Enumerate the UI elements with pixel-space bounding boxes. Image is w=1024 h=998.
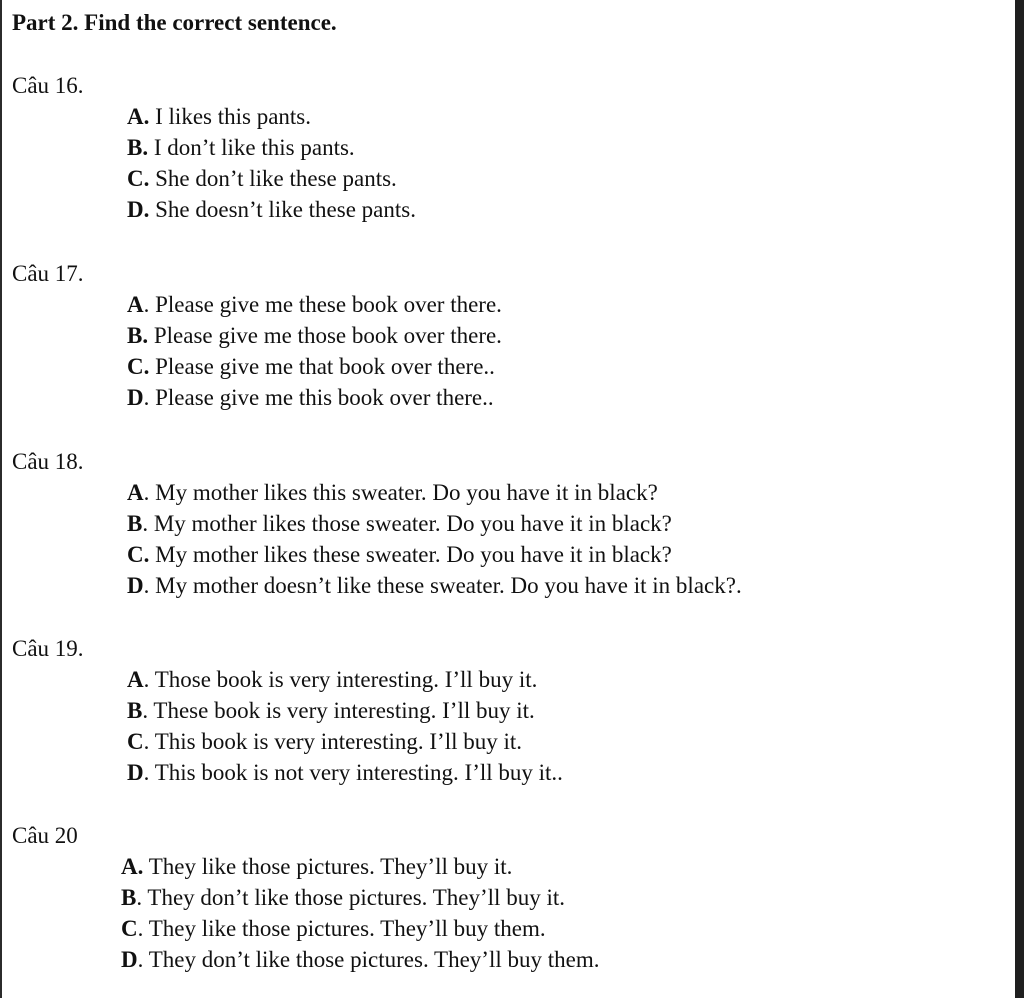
option-d [121,944,992,975]
option-b [121,882,992,913]
option-text: . This book is not very interesting. I’ll buy it.. [143,760,563,785]
options-list [127,101,992,225]
option-text: Please give me that book over there.. [149,354,495,379]
option-text: . These book is very interesting. I’ll buy it. [142,698,535,723]
option-letter: C [121,916,138,941]
question-18 [12,446,992,601]
question-label: Câu 18. [12,449,84,474]
question-19 [12,633,992,788]
option-letter: B. [127,135,149,160]
option-letter: D. [127,197,150,222]
option-text: . Those book is very interesting. I’ll buy it. [143,667,538,692]
option-letter: D [127,385,144,410]
option-c [127,351,992,382]
option-d [127,382,992,413]
option-c [127,726,992,757]
option-b [127,132,992,163]
option-a [127,664,992,695]
window-frame-edge [1015,0,1024,998]
option-letter: C. [127,166,150,191]
question-20 [12,820,992,975]
option-letter: B [127,698,143,723]
option-c [127,163,992,194]
option-letter: B [127,511,143,536]
option-text: . This book is very interesting. I’ll buy it. [143,729,523,754]
options-list [121,851,992,975]
option-text: . My mother doesn’t like these sweater. Do you have it in black?. [143,573,742,598]
option-letter: C. [127,542,150,567]
options-list [127,289,992,413]
option-text: . My mother likes those sweater. Do you have it in black? [142,511,672,536]
option-text: . They don’t like those pictures. They’ll buy them. [137,947,600,972]
option-b [127,320,992,351]
option-d [127,194,992,225]
option-letter: A [127,480,144,505]
option-b [127,695,992,726]
option-letter: A [127,667,144,692]
option-letter: D [121,947,138,972]
question-label: Câu 19. [12,636,84,661]
option-a [127,289,992,320]
question-16 [12,70,992,225]
option-d [127,757,992,788]
option-d [127,570,992,601]
question-label: Câu 16. [12,73,84,98]
document-page [2,0,1015,998]
option-text: They like those pictures. They’ll buy it. [143,854,513,879]
option-text: She don’t like these pants. [149,166,397,191]
option-text: She doesn’t like these pants. [149,197,416,222]
option-text: . Please give me this book over there.. [143,385,494,410]
option-c [121,913,992,944]
question-label: Câu 17. [12,261,84,286]
option-letter: D [127,573,144,598]
options-list [127,477,992,601]
option-text: . Please give me these book over there. [143,292,502,317]
option-letter: B. [127,323,149,348]
option-a [127,101,992,132]
option-text: . They don’t like those pictures. They’ll buy it. [136,885,565,910]
option-letter: A. [127,104,150,129]
option-text: . My mother likes this sweater. Do you have it in black? [143,480,658,505]
option-text: My mother likes these sweater. Do you have it in black? [149,542,672,567]
option-a [121,851,992,882]
options-list [127,664,992,788]
option-letter: C [127,729,144,754]
option-text: I don’t like this pants. [148,135,355,160]
option-letter: D [127,760,144,785]
question-17 [12,258,992,413]
option-b [127,508,992,539]
part-title: Part 2. Find the correct sentence. [12,10,337,35]
option-text: . They like those pictures. They’ll buy them. [137,916,546,941]
option-letter: B [121,885,137,910]
option-a [127,477,992,508]
option-letter: A [127,292,144,317]
option-text: I likes this pants. [149,104,312,129]
option-letter: C. [127,354,150,379]
option-letter: A. [121,854,144,879]
option-c [127,539,992,570]
option-text: Please give me those book over there. [148,323,502,348]
question-label: Câu 20 [12,823,78,848]
